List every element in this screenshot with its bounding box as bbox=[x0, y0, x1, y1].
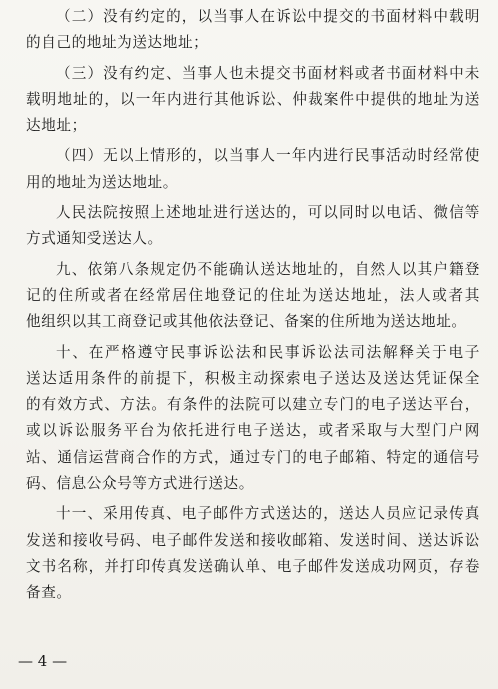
paragraph-line: 的有效方式、方法。有条件的法院可以建立专门的电子送达平台， bbox=[26, 396, 480, 414]
paragraph-line: （二）没有约定的，以当事人在诉讼中提交的书面材料中载明 bbox=[56, 8, 480, 25]
paragraph-line: 站、通信运营商合作的方式，通过专门的电子邮箱、特定的通信号 bbox=[26, 448, 480, 466]
paragraph-item-3 bbox=[26, 61, 480, 140]
paragraph-article-9 bbox=[26, 257, 480, 336]
paragraph-line: 他组织以其工商登记或其他依法登记、备案的住所地为送达地址。 bbox=[26, 313, 467, 331]
paragraph-line: 九、依第八条规定仍不能确认送达地址的，自然人以其户籍登 bbox=[56, 260, 480, 278]
paragraph-line: 送达适用条件的前提下，积极主动探索电子送达及送达凭证保全 bbox=[26, 369, 480, 387]
paragraph-line: 用的地址为送达地址。 bbox=[26, 173, 178, 191]
paragraph-line: 或以诉讼服务平台为依托进行电子送达，或者采取与大型门户网 bbox=[26, 422, 480, 440]
paragraph-line: 达地址； bbox=[26, 117, 87, 135]
paragraph-article-10 bbox=[26, 340, 480, 498]
paragraph-item-2 bbox=[26, 4, 480, 57]
paragraph-line: （四）无以上情形的，以当事人一年内进行民事活动时经常使 bbox=[56, 147, 480, 165]
paragraph-article-11 bbox=[26, 501, 480, 606]
paragraph-line: 码、信息公众号等方式进行送达。 bbox=[26, 475, 254, 493]
document-body bbox=[26, 4, 480, 611]
paragraph-line: 备查。 bbox=[26, 584, 72, 602]
paragraph-court-notice bbox=[26, 200, 480, 253]
paragraph-line: 发送和接收号码、电子邮件发送和接收邮箱、发送时间、送达诉讼 bbox=[26, 531, 480, 549]
paragraph-line: 的自己的地址为送达地址； bbox=[26, 34, 209, 52]
paragraph-line: 记的住所或者在经常居住地登记的住址为送达地址，法人或者其 bbox=[26, 286, 480, 304]
paragraph-line: 文书名称，并打印传真发送确认单、电子邮件发送成功网页，存卷 bbox=[26, 557, 480, 575]
paragraph-item-4 bbox=[26, 143, 480, 196]
paragraph-line: 载明地址的，以一年内进行其他诉讼、仲裁案件中提供的地址为送 bbox=[26, 90, 480, 108]
paragraph-line: 方式通知受送达人。 bbox=[26, 230, 163, 248]
paragraph-line: 人民法院按照上述地址进行送达的，可以同时以电话、微信等 bbox=[56, 204, 480, 222]
page-number: — 4 — bbox=[18, 652, 68, 670]
paragraph-line: （三）没有约定、当事人也未提交书面材料或者书面材料中未 bbox=[56, 64, 480, 82]
paragraph-line: 十一、采用传真、电子邮件方式送达的，送达人员应记录传真 bbox=[56, 505, 480, 523]
paragraph-line: 十、在严格遵守民事诉讼法和民事诉讼法司法解释关于电子 bbox=[56, 343, 480, 361]
